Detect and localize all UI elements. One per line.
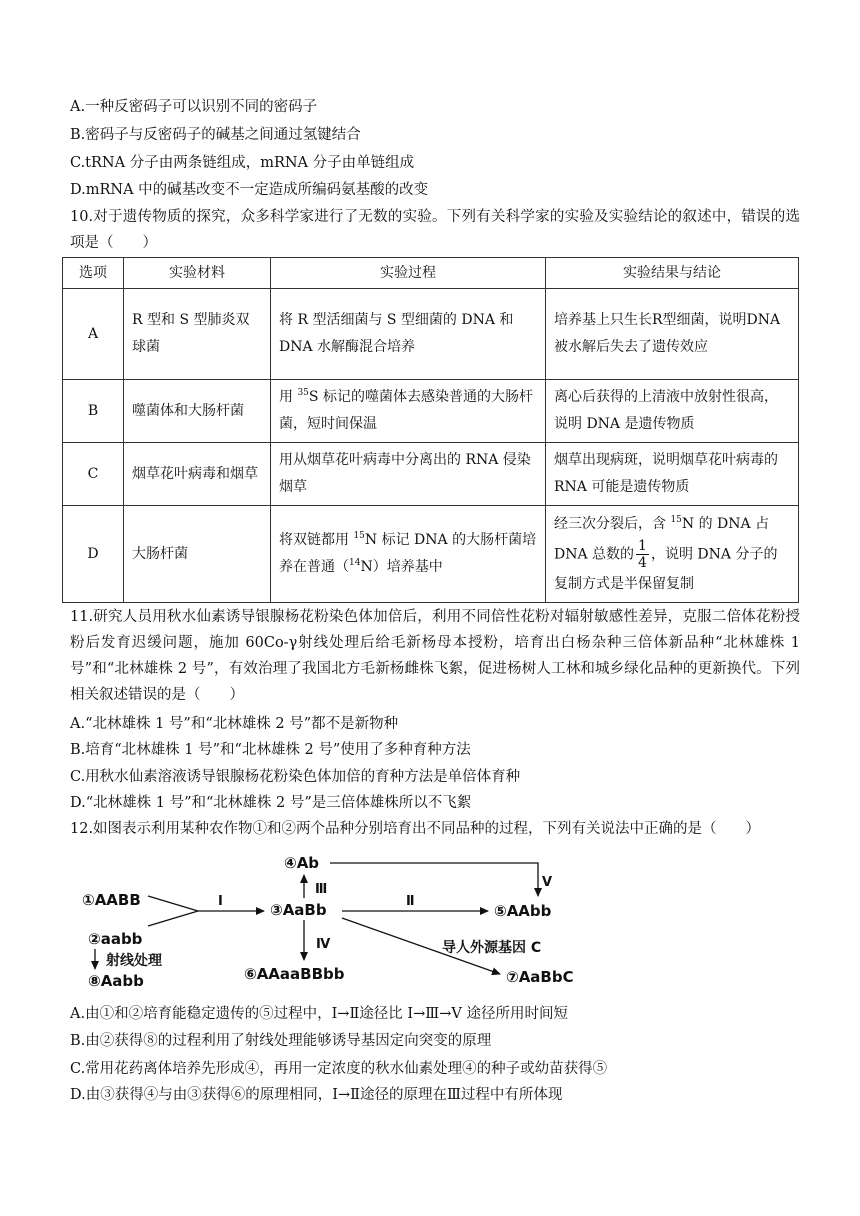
node-4: ④Ab [284, 854, 320, 872]
row-a-result: 培养基上只生长R型细菌，说明DNA被水解后失去了遗传效应 [546, 289, 799, 380]
row-b-material: 噬菌体和大肠杆菌 [124, 380, 271, 443]
fraction [636, 538, 649, 571]
node-3: ③AaBb [270, 901, 327, 919]
isotope-superscript: 15 [353, 531, 365, 541]
row-c-result: 烟草出现病斑，说明烟草花叶病毒的 RNA 可能是遗传物质 [546, 443, 799, 506]
row-d-result [546, 506, 799, 603]
row-a-option: A [63, 289, 124, 380]
cross-bracket [148, 896, 198, 926]
q9-option-b: B.密码子与反密码子的碱基之间通过氢键结合 [70, 127, 361, 143]
row-b-process [271, 380, 546, 443]
q11-option-d: D.“北林雄株 1 号”和“北林雄株 2 号”是三倍体雄株所以不飞絮 [70, 795, 472, 811]
q12-option-d: D.由③获得④与由③获得⑥的原理相同，I→Ⅱ途径的原理在Ⅲ过程中有所体现 [70, 1087, 563, 1103]
row-d-process-text: 将双链都用 [279, 532, 354, 548]
fraction-numerator: 1 [638, 537, 647, 554]
label-i: I [218, 894, 223, 909]
isotope-superscript: 15 [670, 514, 682, 525]
arrow-v [330, 863, 538, 896]
label-ii: Ⅱ [406, 894, 415, 909]
row-a-process: 将 R 型活细菌与 S 型细菌的 DNA 和 DNA 水解酶混合培养 [271, 289, 546, 380]
label-iv: Ⅳ [316, 937, 331, 952]
row-c-option: C [63, 443, 124, 506]
row-d-result-text: ，说明 DNA 分子的复制方式是半保留复制 [554, 546, 778, 592]
q9-option-c: C.tRNA 分子由两条链组成，mRNA 分子由单链组成 [70, 155, 415, 171]
q9-option-a: A.一种反密码子可以识别不同的密码子 [70, 99, 318, 115]
q12-option-a: A.由①和②培育能稳定遗传的⑤过程中，I→Ⅱ途径比 I→Ⅲ→V 途径所用时间短 [70, 1006, 569, 1022]
table-row [63, 289, 799, 380]
q12-stem: 12.如图表示利用某种农作物①和②两个品种分别培育出不同品种的过程，下列有关说法中正确的是（ ） [70, 821, 761, 837]
q11-option-a: A.“北林雄株 1 号”和“北林雄株 2 号”都不是新物种 [70, 716, 399, 732]
row-d-material: 大肠杆菌 [124, 506, 271, 603]
header-option: 选项 [63, 258, 124, 289]
row-d-process-text: N）培养基中 [360, 559, 443, 575]
row-d-result-text: 经三次分裂后，含 [554, 515, 671, 532]
node-1: ①AABB [82, 891, 141, 909]
q10-table [62, 257, 799, 603]
node-6: ⑥AAaaBBbb [244, 965, 345, 983]
label-ray: 射线处理 [106, 953, 162, 969]
q12-option-c: C.常用花药离体培养先形成④，再用一定浓度的秋水仙素处理④的种子或幼苗获得⑤ [70, 1061, 608, 1077]
row-b-result: 离心后获得的上清液中放射性很高，说明 DNA 是遗传物质 [546, 380, 799, 443]
row-a-material: R 型和 S 型肺炎双球菌 [124, 289, 271, 380]
q11-option-c: C.用秋水仙素溶液诱导银腺杨花粉染色体加倍的育种方法是单倍体育种 [70, 769, 521, 785]
header-process: 实验过程 [271, 258, 546, 289]
header-result: 实验结果与结论 [546, 258, 799, 289]
q12-option-b: B.由②获得⑧的过程利用了射线处理能够诱导基因定向突变的原理 [70, 1033, 492, 1049]
label-iii: Ⅲ [315, 882, 328, 897]
table-row [63, 443, 799, 506]
row-c-material: 烟草花叶病毒和烟草 [124, 443, 271, 506]
row-b-process-text: S 标记的噬菌体去感染普通的大肠杆菌，短时间保温 [279, 389, 533, 432]
node-2: ②aabb [88, 930, 143, 948]
fraction-denominator: 4 [638, 554, 647, 571]
table-row [63, 380, 799, 443]
isotope-superscript: 35 [297, 388, 309, 398]
table-header-row [63, 258, 799, 289]
header-material: 实验材料 [124, 258, 271, 289]
row-b-process-text: 用 [279, 389, 298, 405]
node-7: ⑦AaBbC [506, 968, 574, 986]
row-d-result-text: N 的 DNA 占 DNA 总数的 [554, 515, 770, 562]
label-gene: 导人外源基因 C [442, 940, 542, 956]
q11-stem: 11.研究人员用秋水仙素诱导银腺杨花粉染色体加倍后，利用不同倍性花粉对辐射敏感性差异，克服二倍体花粉授粉后发育迟缓问题，施加 60Co-γ射线处理后给毛新杨母本授粉，培育出白杨杂种三倍体新品种“北林雄株 1 号”和“北林雄株 2 号”，有效治理了我国北方毛新杨雌株飞絮，促进杨树人工林和城乡绿化品种的更新换代。下列相关叙述错误的是（ ） [70, 609, 800, 703]
q9-option-d: D.mRNA 中的碱基改变不一定造成所编码氨基酸的改变 [70, 182, 429, 198]
row-c-process: 用从烟草花叶病毒中分离出的 RNA 侵染烟草 [271, 443, 546, 506]
row-d-process [271, 506, 546, 603]
table-row [63, 506, 799, 603]
node-5: ⑤AAbb [494, 902, 552, 920]
row-d-process-text: N 标记 DNA 的大肠杆菌培养在普通（ [279, 532, 537, 575]
q11-option-b: B.培育“北林雄株 1 号”和“北林雄株 2 号”使用了多种育种方法 [70, 742, 471, 758]
label-v: V [542, 875, 553, 890]
row-b-option: B [63, 380, 124, 443]
q10-stem: 10.对于遗传物质的探究，众多科学家进行了无数的实验。下列有关科学家的实验及实验结论的叙述中，错误的选项是（ ） [70, 209, 800, 251]
node-8: ⑧Aabb [88, 972, 144, 990]
row-d-option: D [63, 506, 124, 603]
breeding-diagram [80, 848, 620, 994]
isotope-superscript: 14 [349, 558, 361, 568]
